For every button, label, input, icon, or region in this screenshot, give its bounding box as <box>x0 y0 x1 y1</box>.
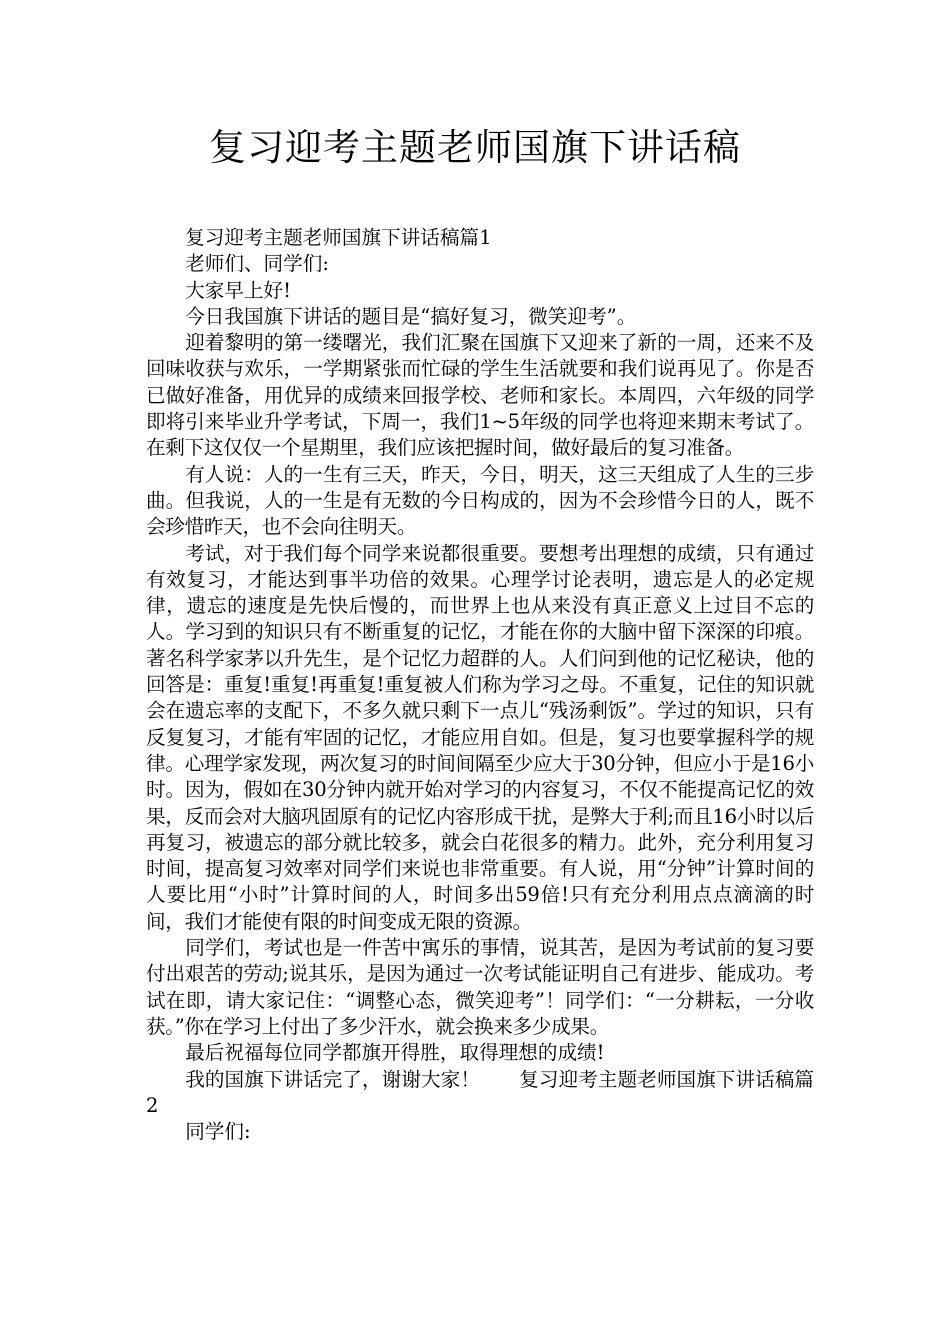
closing-paragraph: 我的国旗下讲话完了，谢谢大家！ 复习迎考主题老师国旗下讲话稿篇2 <box>146 1067 814 1117</box>
closing-wish: 最后祝福每位同学都旗开得胜，取得理想的成绩! <box>185 1041 605 1065</box>
document-title: 复习迎考主题老师国旗下讲话稿 <box>209 126 741 169</box>
body-paragraph: 考试，对于我们每个同学来说都很重要。要想考出理想的成绩，只有通过有效复习，才能达到事半功倍的效果。心理学讨论表明，遗忘是人的必定规律，遗忘的速度是先快后慢的，而世界上也从来没有真正意义上过目不忘的人。学习到的知识只有不断重复的记忆，才能在你的大脑中留下深深的印痕。著名科学家茅以升先生，是个记忆力超群的人。人们问到他的记忆秘诀，他的回答是：重复!重复!再重复!重复被人们称为学习之母。不重复，记住的知识就会在遗忘率的支配下，不多久就只剩下一点儿“残汤剩饭”。学过的知识，只有反复复习，才能有牢固的记忆，才能应用自如。但是，复习也要掌握科学的规律。心理学家发现，两次复习的时间间隔至少应大于30分钟，但应小于是16小时。因为，假如在30分钟内就开始对学习的内容复习，不仅不能提高记忆的效果，反而会对大脑巩固原有的记忆内容形成干扰，是弊大于利;而且16小时以后再复习，被遗忘的部分就比较多，就会白花很多的精力。此外，充分利用复习时间，提高复习效率对同学们来说也非常重要。有人说，用“分钟”计算时间的人要比用“小时”计算时间的人，时间多出59倍!只有充分利用点点滴滴的时间，我们才能使有限的时间变成无限的资源。 <box>146 541 814 933</box>
body-paragraph: 迎着黎明的第一缕曙光，我们汇聚在国旗下又迎来了新的一周，还来不及回味收获与欢乐，一学期紧张而忙碌的学生生活就要和我们说再见了。你是否已做好准备，用优异的成绩来回报学校、老师和家长。本周四，六年级的同学即将引来毕业升学考试，下周一，我们1~5年级的同学也将迎来期末考试了。在剩下这仅仅一个星期里，我们应该把握时间，做好最后的复习准备。 <box>146 331 814 460</box>
body-paragraph: 同学们，考试也是一件苦中寓乐的事情，说其苦，是因为考试前的复习要付出艰苦的劳动;说其乐，是因为通过一次考试能证明自己有进步、能成功。考试在即，请大家记住：“调整心态，微笑迎考”！同学们：“一分耕耘，一分收获。”你在学习上付出了多少汗水，就会换来多少成果。 <box>146 936 814 1038</box>
salutation: 老师们、同学们: <box>185 252 329 276</box>
section-heading: 复习迎考主题老师国旗下讲话稿篇1 <box>185 226 492 249</box>
body-paragraph: 有人说：人的一生有三天，昨天，今日，明天，这三天组成了人生的三步曲。但我说，人的一生是有无数的今日构成的，因为不会珍惜今日的人，既不会珍惜昨天，也不会向往明天。 <box>146 462 814 539</box>
greeting: 大家早上好! <box>185 278 292 302</box>
salutation: 同学们: <box>185 1120 251 1144</box>
topic-paragraph: 今日我国旗下讲话的题目是“搞好复习，微笑迎考”。 <box>185 304 637 328</box>
document-body <box>146 225 814 1145</box>
